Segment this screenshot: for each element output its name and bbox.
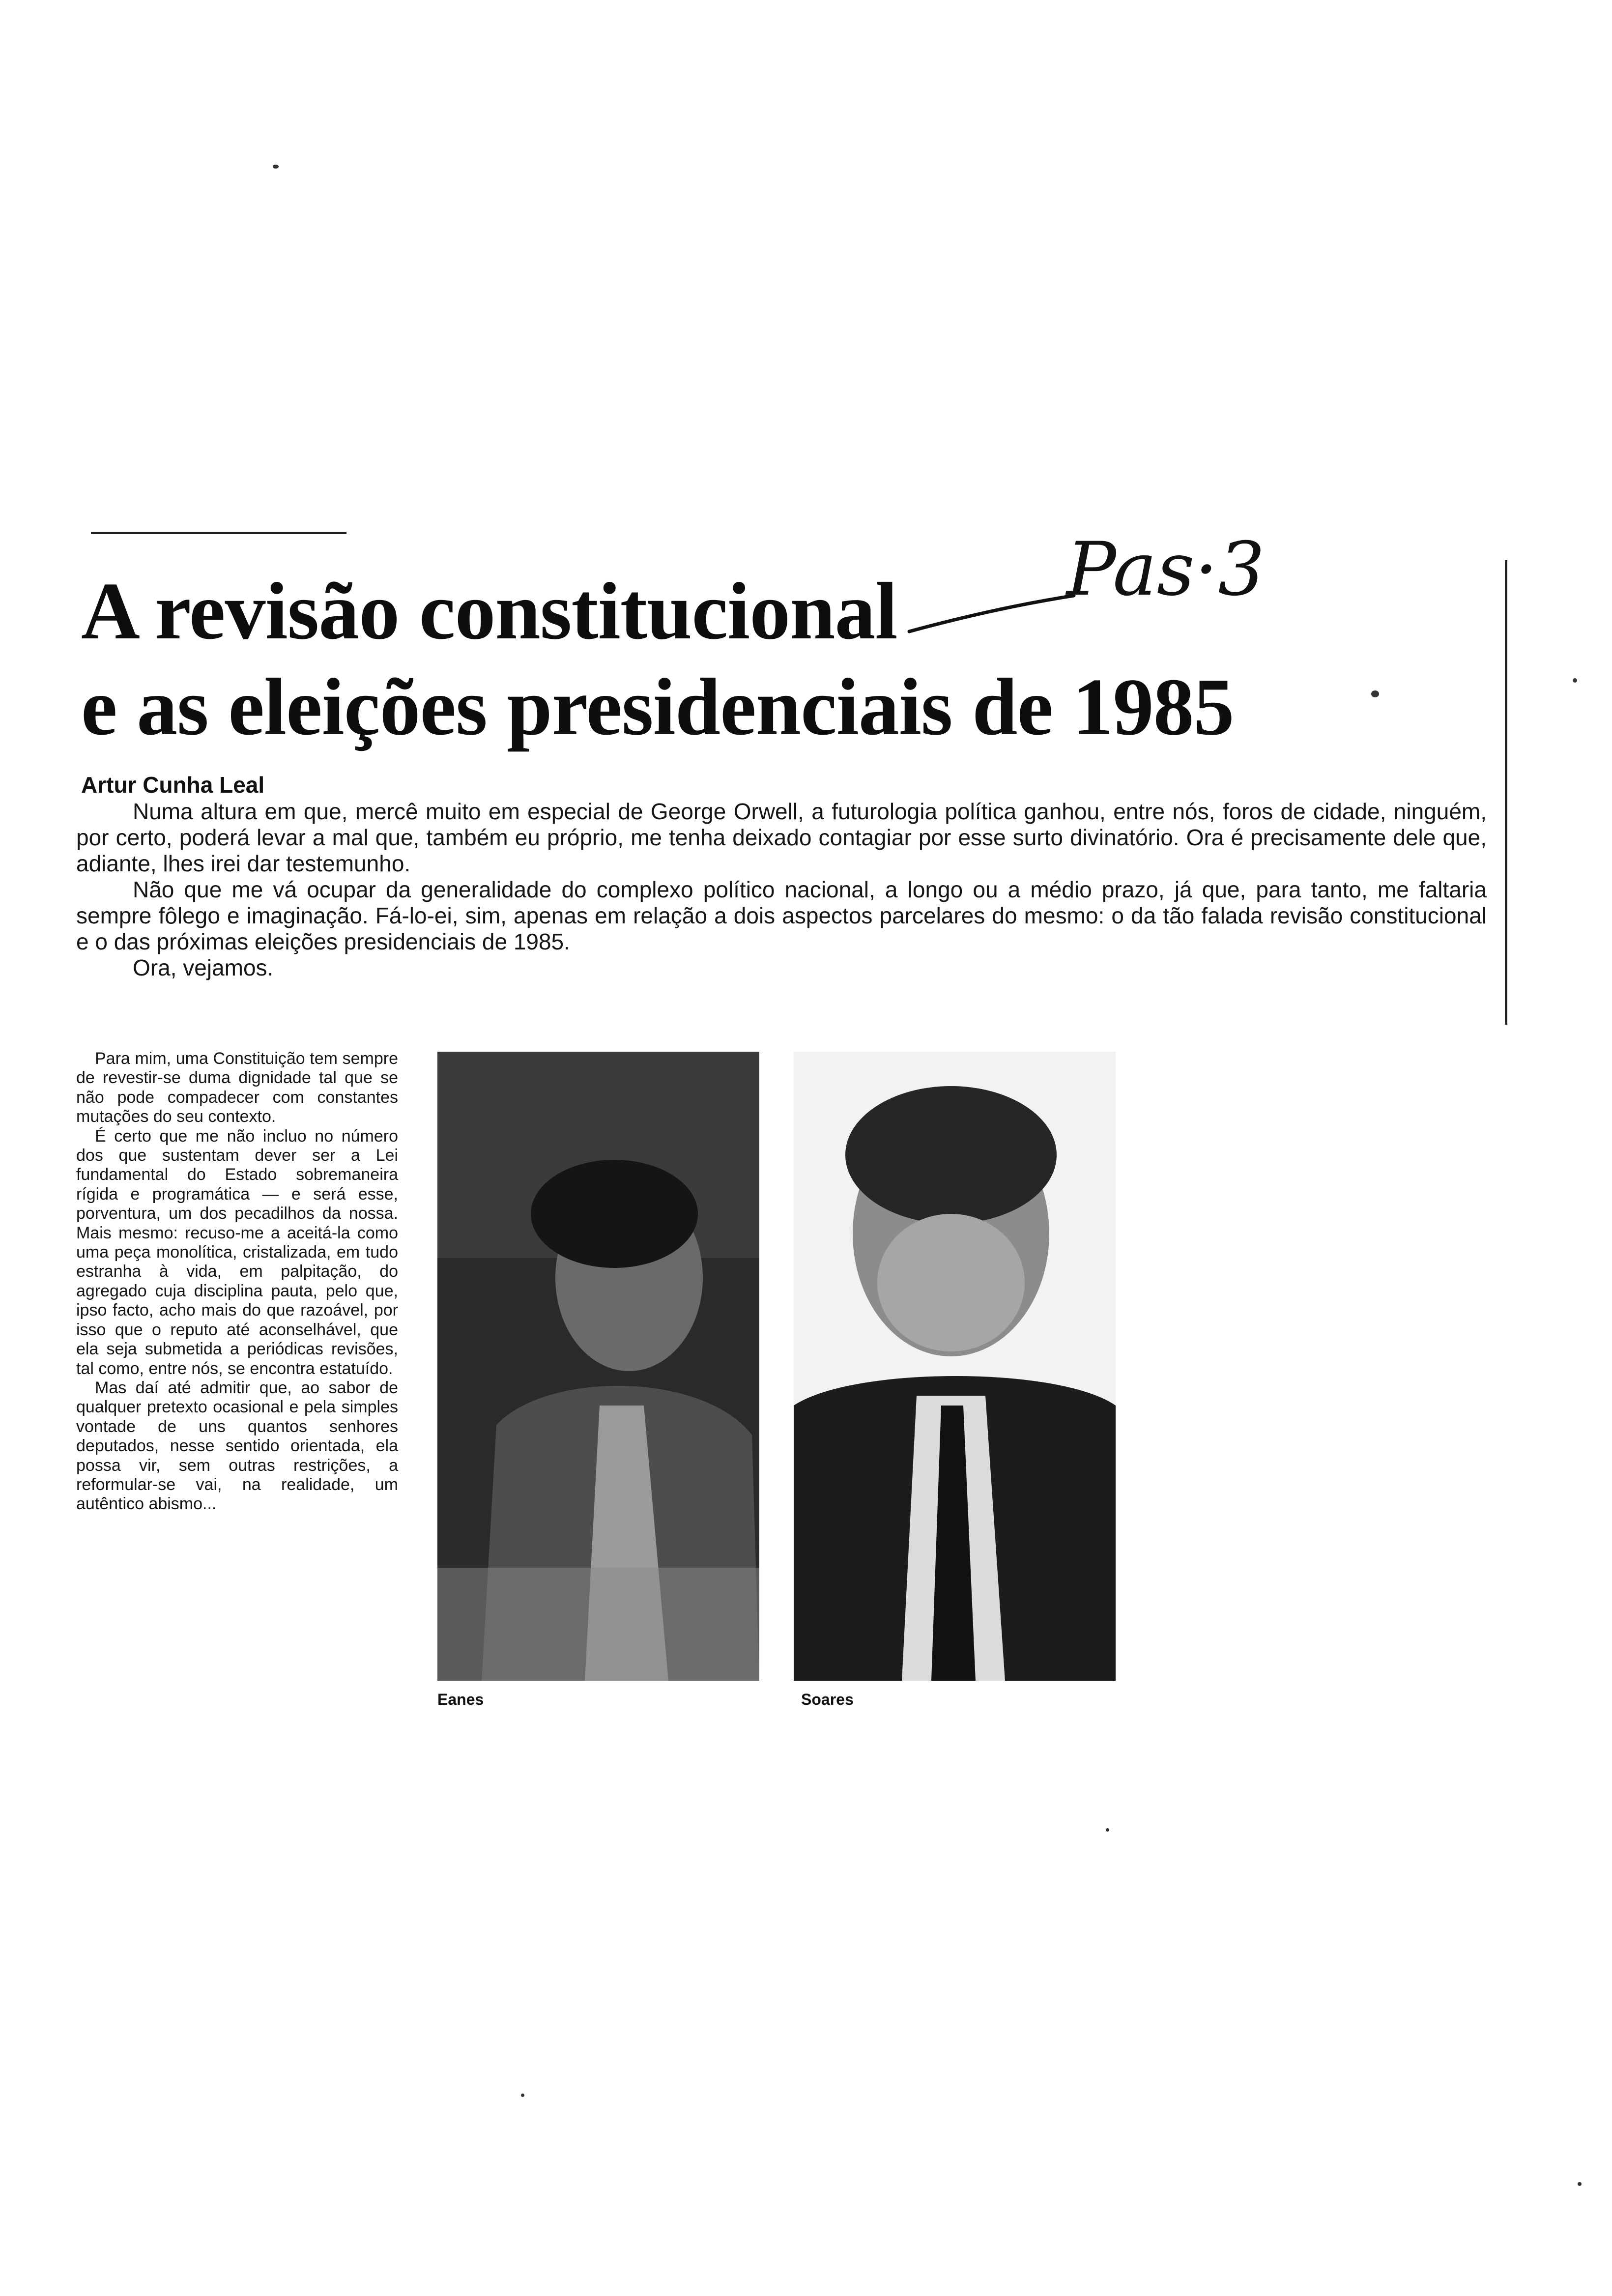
photo-eanes xyxy=(437,1052,759,1681)
column-paragraph: Mas daí até admitir que, ao sabor de qualquer pretexto ocasional e pela simples vontade de uns quantos senhores deputados, nesse sentido orientada, ela possa vir, sem outras restrições, a reformular-se vai, na realidade, um autêntico abismo... xyxy=(76,1378,398,1514)
article-column xyxy=(76,1049,398,1514)
lead-paragraph: Ora, vejamos. xyxy=(133,955,274,980)
column-paragraph: Para mim, uma Constituição tem sempre de revestir-se duma dignidade tal que se não pode compadecer com constantes mutações do seu contexto. xyxy=(76,1049,398,1126)
handwritten-page-note xyxy=(904,531,1297,654)
lead-paragraph: Numa altura em que, mercê muito em especial de George Orwell, a futurologia política ganhou, entre nós, foros de cidade, ninguém, por certo, poderá levar a mal que, também eu próprio, me tenha deixado contagiar por esse surto divinatório. Ora é precisamente dele que, adiante, lhes irei dar testemunho. xyxy=(76,799,1487,876)
right-column-rule xyxy=(1505,560,1507,1025)
scan-speck xyxy=(1371,690,1379,697)
scan-speck xyxy=(521,2094,524,2097)
photo-soares xyxy=(794,1052,1116,1681)
scan-speck xyxy=(1106,1828,1109,1832)
caption-soares: Soares xyxy=(801,1691,854,1708)
caption-eanes: Eanes xyxy=(437,1691,484,1708)
lead-paragraphs xyxy=(76,799,1487,981)
top-rule xyxy=(91,532,346,534)
scan-speck xyxy=(1573,678,1577,683)
headline-line-2: e as eleições presidenciais de 1985 xyxy=(81,661,1234,752)
scan-speck xyxy=(273,165,279,169)
headline-line-1: A revisão constitucional xyxy=(81,566,897,656)
handwritten-note-text: Pas·3 xyxy=(1066,531,1265,612)
column-paragraph: É certo que me não incluo no número dos que sustentam dever ser a Lei fundamental do Estado sobremaneira rígida e programática — e será esse, porventura, um dos pecadilhos da nossa. Mais mesmo: recuso-me a aceitá-la como uma peça monolítica, cristalizada, em tudo estranha à vida, em palpitação, do agregado cuja disciplina pauta, pelo que, ipso facto, acho mais do que razoável, por isso que o reputo até aconselhável, que ela seja submetida a periódicas revisões, tal como, entre nós, se encontra estatuído. xyxy=(76,1126,398,1378)
lead-paragraph: Não que me vá ocupar da generalidade do complexo político nacional, a longo ou a médio prazo, já que, para tanto, me faltaria sempre fôlego e imaginação. Fá-lo-ei, sim, apenas em relação a dois aspectos parcelares do mesmo: o da tão falada revisão constitucional e o das próximas eleições presidenciais de 1985. xyxy=(76,877,1487,954)
byline: Artur Cunha Leal xyxy=(81,772,265,798)
scan-speck xyxy=(1578,2182,1582,2186)
